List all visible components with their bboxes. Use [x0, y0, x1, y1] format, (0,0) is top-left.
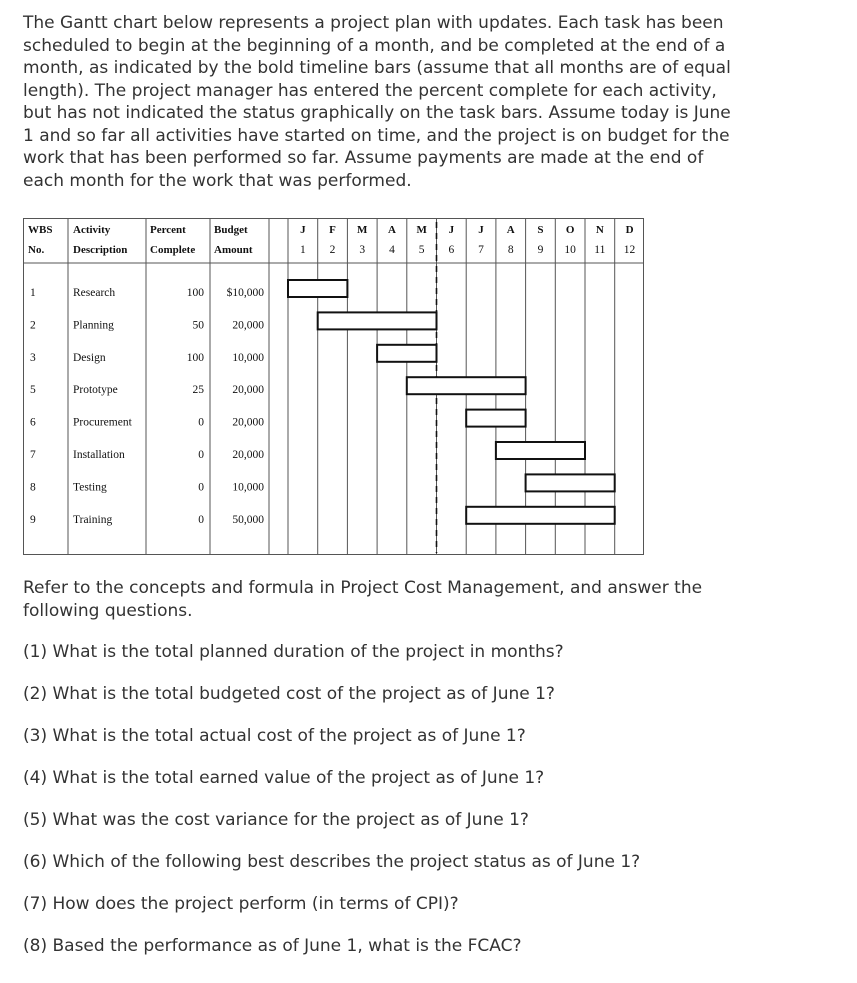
row-budget: 10,000: [232, 481, 264, 494]
row-activity: Testing: [73, 481, 107, 494]
row-percent: 25: [192, 384, 204, 397]
task-bar-research: [288, 280, 347, 297]
task-bar-prototype: [407, 377, 526, 394]
header-percent-line1: Percent: [150, 224, 186, 236]
row-budget: 20,000: [232, 449, 264, 461]
question-1: (1) What is the total planned duration of the project in months?: [23, 642, 564, 662]
month-label-4: A: [387, 224, 396, 236]
gantt-svg: [23, 218, 644, 555]
task-bar-testing: [526, 474, 615, 491]
row-budget: 20,000: [232, 416, 264, 429]
question-3: (3) What is the total actual cost of the project as of June 1?: [23, 726, 526, 746]
month-number-10: 10: [564, 244, 576, 256]
row-activity: Design: [73, 351, 106, 364]
month-label-9: S: [537, 224, 544, 236]
task-bar-planning: [318, 312, 437, 329]
row-activity: Procurement: [73, 416, 132, 429]
month-label-12: D: [625, 224, 634, 236]
header-activity-line1: Activity: [73, 224, 111, 236]
row-wbs: 7: [30, 449, 36, 461]
row-budget: 20,000: [232, 319, 264, 332]
question-2: (2) What is the total budgeted cost of the project as of June 1?: [23, 684, 555, 704]
row-percent: 0: [198, 416, 204, 429]
row-percent: 100: [186, 287, 204, 299]
row-percent: 100: [186, 351, 204, 364]
task-bar-training: [466, 507, 615, 524]
month-number-4: 4: [389, 244, 395, 256]
header-activity-line2: Description: [73, 244, 128, 256]
row-wbs: 3: [30, 351, 36, 364]
row-activity: Installation: [73, 449, 125, 461]
header-budget-line1: Budget: [214, 224, 248, 236]
month-number-7: 7: [478, 244, 484, 256]
month-label-6: J: [448, 224, 455, 236]
intro-paragraph: The Gantt chart below represents a project plan with updates. Each task has been scheduled to begin at the beginning of a month, and be completed at the end of a month, as indicated by the bold timeline bars (assume that all months are of equal length). The project manager has entered the percent complete for each activity, but has not indicated the status graphically on the task bars. Assume today is June 1 and so far all activities have started on time, and the project is on budget for the work that has been performed so far. Assume payments are made at the end of each month for the work that was performed.: [23, 13, 731, 191]
row-activity: Prototype: [73, 384, 118, 397]
month-label-1: J: [300, 224, 306, 236]
month-number-3: 3: [359, 244, 366, 256]
month-label-8: A: [506, 224, 515, 236]
row-activity: Training: [73, 513, 113, 526]
header-budget-line2: Amount: [214, 244, 253, 256]
task-bar-procurement: [466, 410, 525, 427]
row-wbs: 5: [30, 384, 36, 397]
header-percent-line2: Complete: [150, 244, 196, 256]
task-bar-installation: [496, 442, 585, 459]
question-5: (5) What was the cost variance for the project as of June 1?: [23, 810, 529, 830]
row-percent: 50: [192, 319, 204, 332]
question-6: (6) Which of the following best describes the project status as of June 1?: [23, 852, 641, 872]
month-number-5: 5: [418, 244, 425, 256]
row-wbs: 8: [30, 481, 36, 494]
question-4: (4) What is the total earned value of the project as of June 1?: [23, 768, 545, 788]
row-budget: 20,000: [232, 384, 264, 397]
header-wbs-line1: WBS: [28, 224, 53, 236]
month-number-1: 1: [299, 244, 306, 256]
row-percent: 0: [198, 481, 204, 494]
month-label-11: N: [595, 224, 604, 236]
row-wbs: 9: [30, 513, 36, 526]
month-label-2: F: [329, 224, 336, 236]
gantt-chart: [23, 218, 644, 555]
row-wbs: 2: [30, 319, 36, 332]
month-number-9: 9: [537, 244, 544, 256]
month-label-3: M: [357, 224, 368, 236]
row-activity: Planning: [73, 319, 114, 332]
row-wbs: 6: [30, 416, 36, 429]
month-label-7: J: [478, 224, 484, 236]
row-budget: $10,000: [226, 287, 264, 299]
header-wbs-line2: No.: [28, 244, 45, 256]
month-label-5: M: [416, 224, 427, 236]
instructions-paragraph: Refer to the concepts and formula in Project Cost Management, and answer the following questions.: [23, 578, 703, 621]
row-percent: 0: [198, 449, 204, 461]
month-number-11: 11: [594, 244, 606, 256]
month-number-8: 8: [507, 244, 514, 256]
row-budget: 10,000: [232, 351, 264, 364]
month-number-6: 6: [448, 244, 455, 256]
row-budget: 50,000: [232, 513, 264, 526]
question-8: (8) Based the performance as of June 1, what is the FCAC?: [23, 936, 522, 956]
month-number-12: 12: [623, 244, 636, 256]
question-7: (7) How does the project perform (in terms of CPI)?: [23, 894, 459, 914]
month-number-2: 2: [329, 244, 336, 256]
row-percent: 0: [198, 513, 204, 526]
task-bar-design: [377, 345, 436, 362]
row-activity: Research: [73, 287, 116, 299]
row-wbs: 1: [30, 287, 36, 299]
month-label-10: O: [565, 224, 575, 236]
